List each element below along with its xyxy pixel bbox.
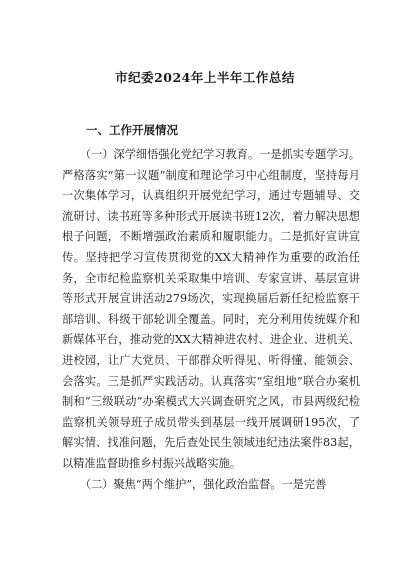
body-paragraph: （二）聚焦“两个维护”，强化政治监督。一是完善 (79, 477, 327, 491)
section-heading: 一、工作开展情况 (86, 123, 178, 137)
body-paragraph: （一）深学细悟强化党纪学习教育。一是抓实专题学习。严格落实“第一议题”制度和理论学习中心组制度，坚持每月一次集体学习，认真组织开展党纪学习，通过专题辅导、交流研讨、读书班等多种形式开展读书班12次，着力解决思想根子问题，不断增强政治素质和履职能力。二是抓好宣讲宣传。坚持把学习宣传贯彻党的XX大精神作为重要的政治任务，全市纪检监察机关采取集中培训、专家宣讲、基层宣讲等形式开展宣讲活动279场次，实现换届后新任纪检监察干部培训、科级干部轮训全覆盖。同时，充分利用传统媒介和新媒体平台，推动党的XX大精神进农村、进企业、进机关、进校园，让广大党员、干部群众听得见、听得懂、能领会、会落实。三是抓严实践活动。认真落实“室组地”联合办案机制和“三级联动”办案模式大兴调查研究之风，市县两级纪检监察机关领导班子成员带头到基层一线开展调研195次，了解实情、找准问题，先后查处民生领域违纪违法案件83起，以精准监督助推乡村振兴战略实施。 (62, 148, 360, 470)
document-title: 市纪委2024年上半年工作总结 (115, 70, 295, 85)
document-body (62, 145, 360, 495)
